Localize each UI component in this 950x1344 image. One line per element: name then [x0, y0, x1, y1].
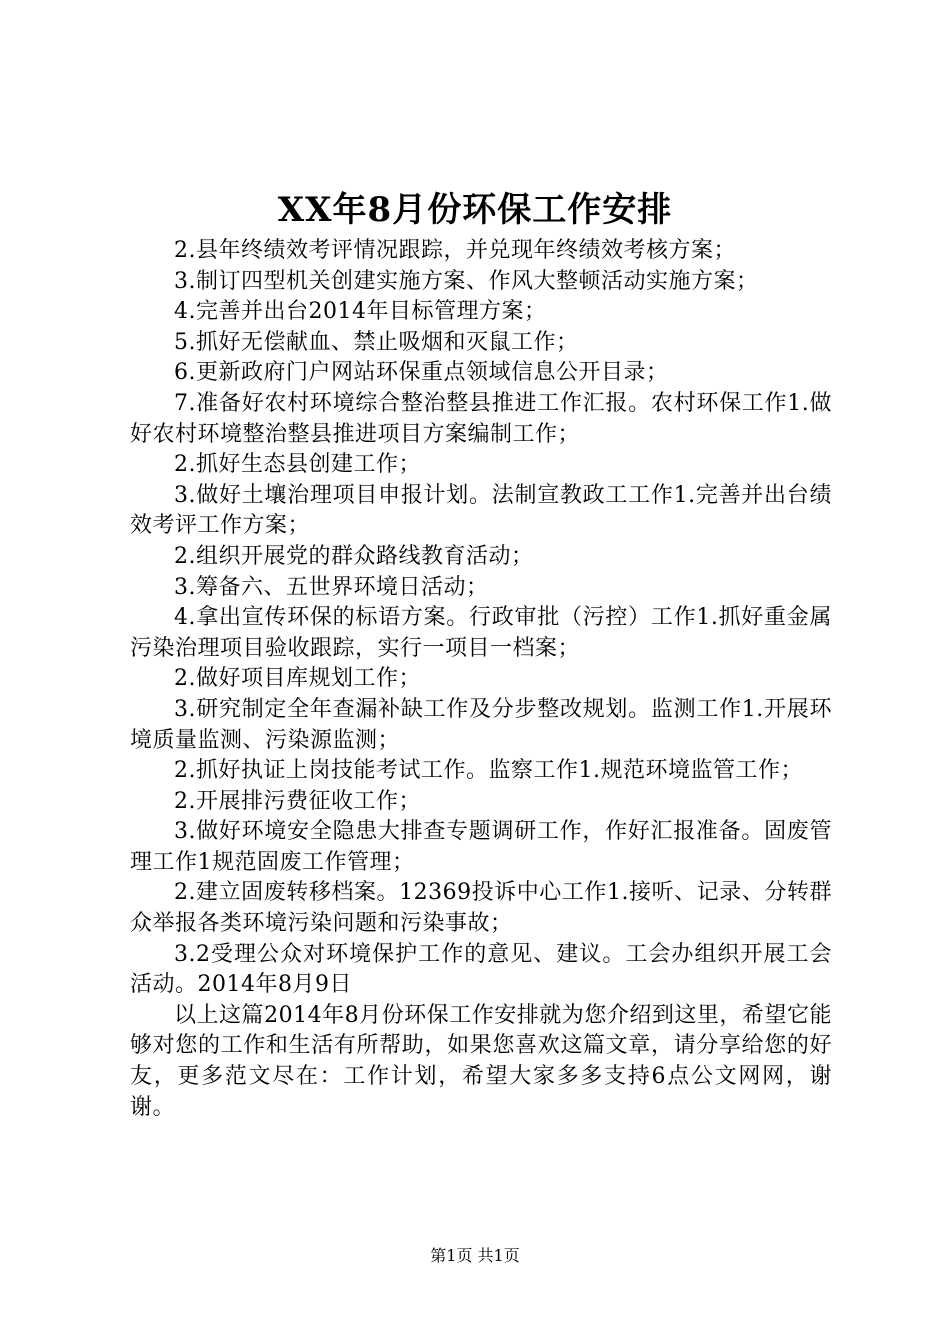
paragraph: 2.组织开展党的群众路线教育活动； — [174, 543, 534, 569]
paragraph: 5.抓好无偿献血、禁止吸烟和灭鼠工作； — [174, 329, 579, 355]
paragraph: 3.做好环境安全隐患大排查专题调研工作，作好汇报准备。固废管理工作1规范固废工作管理； — [130, 819, 832, 875]
paragraph: 3.研究制定全年查漏补缺工作及分步整改规划。监测工作1.开展环境质量监测、污染源监测； — [130, 696, 832, 753]
paragraph: 7.准备好农村环境综合整治整县推进工作汇报。农村环保工作1.做好农村环境整治整县推进项目方案编制工作； — [130, 390, 832, 447]
paragraph: 2.开展排污费征收工作； — [174, 788, 421, 814]
paragraph: 6.更新政府门户网站环保重点领域信息公开目录； — [174, 360, 669, 386]
paragraph: 4.拿出宣传环保的标语方案。行政审批（污控）工作1.抓好重金属污染治理项目验收跟踪，实行一项目一档案； — [130, 605, 832, 661]
page-footer: 第1页 共1页 — [430, 1246, 520, 1265]
document-title: XX年8月份环保工作安排 — [277, 190, 673, 230]
paragraph: 3.做好土壤治理项目申报计划。法制宣教政工工作1.完善并出台绩效考评工作方案； — [130, 482, 832, 539]
paragraph: 2.县年终绩效考评情况跟踪，并兑现年终绩效考核方案； — [174, 238, 736, 263]
paragraph: 2.建立固废转移档案。12369投诉中心工作1.接听、记录、分转群众举报各类环境污染问题和污染事故； — [130, 880, 832, 937]
paragraph: 3.制订四型机关创建实施方案、作风大整顿活动实施方案； — [174, 268, 759, 294]
paragraph: 3.筹备六、五世界环境日活动； — [174, 574, 489, 600]
paragraph: 以上这篇2014年8月份环保工作安排就为您介绍到这里，希望它能够对您的工作和生活有所帮助，如果您喜欢这篇文章，请分享给您的好友，更多范文尽在：工作计划，希望大家多多支持6点公文网网，谢谢。 — [130, 1002, 832, 1120]
paragraph: 2.做好项目库规划工作； — [174, 666, 421, 692]
paragraph: 2.抓好生态县创建工作； — [174, 452, 421, 478]
document-body — [130, 236, 832, 1123]
paragraph: 4.完善并出台2014年目标管理方案； — [174, 299, 547, 325]
paragraph: 2.抓好执证上岗技能考试工作。监察工作1.规范环境监管工作； — [174, 758, 803, 784]
paragraph: 3.2受理公众对环境保护工作的意见、建议。工会办组织开展工会活动。2014年8月9日 — [130, 941, 832, 998]
